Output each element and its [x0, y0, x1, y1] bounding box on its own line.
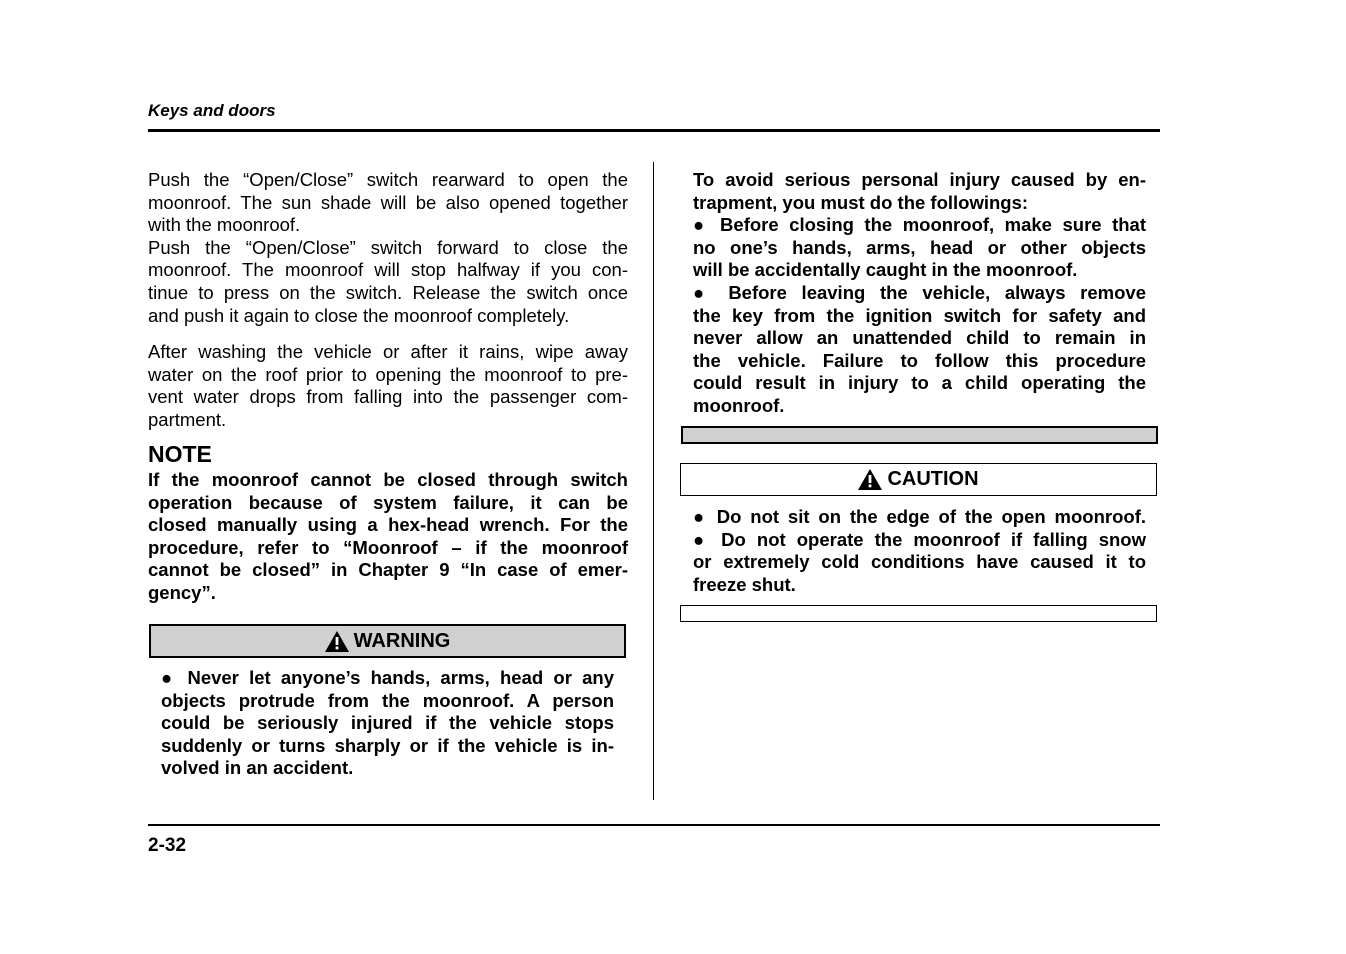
- text-line: or extremely cold conditions have caused it to: [693, 551, 1146, 573]
- warning-box-end-bar: [681, 426, 1158, 444]
- text-line: ● Do not sit on the edge of the open moonroof.: [693, 506, 1146, 527]
- caution-text: [693, 506, 1146, 596]
- note-heading: NOTE: [148, 441, 212, 467]
- text-line: moonroof.: [693, 394, 785, 416]
- caution-label: CAUTION: [887, 468, 979, 490]
- caution-box-header: [680, 463, 1157, 496]
- text-line: vent water drops from falling into the passenger com-: [148, 386, 628, 408]
- text-line: objects protrude from the moonroof. A person: [161, 689, 614, 711]
- caution-triangle-icon: [858, 469, 882, 490]
- text-line: If the moonroof cannot be closed through switch: [148, 469, 628, 490]
- text-line: trapment, you must do the followings:: [693, 191, 1029, 213]
- warning-box-header: [149, 624, 626, 658]
- text-line: gency”.: [148, 581, 216, 603]
- header-rule: [148, 129, 1160, 132]
- text-line: ● Before closing the moonroof, make sure that: [693, 214, 1146, 236]
- text-line: water on the roof prior to opening the moonroof to pre-: [148, 363, 628, 385]
- note-text: [148, 469, 628, 605]
- text-line: partment.: [148, 408, 227, 430]
- footer-rule: [148, 824, 1160, 826]
- text-line: ● Never let anyone’s hands, arms, head or any: [161, 667, 614, 688]
- text-line: closed manually using a hex-head wrench. For the: [148, 514, 628, 536]
- text-line: Push the “Open/Close” switch rearward to open the: [148, 169, 628, 190]
- section-header-title: Keys and doors: [148, 101, 276, 120]
- text-line: tinue to press on the switch. Release the switch once: [148, 281, 628, 303]
- text-line: freeze shut.: [693, 573, 796, 595]
- text-line: ● Before leaving the vehicle, always remove: [693, 281, 1146, 303]
- open-instruction-paragraph: [148, 169, 628, 327]
- page-number: 2-32: [148, 835, 187, 856]
- text-line: cannot be closed” in Chapter 9 “In case of emer-: [148, 559, 628, 581]
- text-line: will be accidentally caught in the moonroof.: [693, 259, 1078, 281]
- warning-triangle-icon: [325, 631, 349, 652]
- text-line: never allow an unattended child to remain in: [693, 327, 1146, 349]
- text-line: suddenly or turns sharply or if the vehicle is in-: [161, 734, 614, 756]
- warning-continued-text: [693, 169, 1146, 418]
- column-divider: [653, 162, 654, 800]
- text-line: procedure, refer to “Moonroof – if the moonroof: [148, 536, 628, 558]
- text-line: ● Do not operate the moonroof if falling snow: [693, 528, 1146, 550]
- text-line: the key from the ignition switch for safety and: [693, 304, 1146, 326]
- text-line: moonroof. The sun shade will be also opened together: [148, 191, 628, 213]
- washing-paragraph: [148, 341, 628, 431]
- text-line: To avoid serious personal injury caused by en-: [693, 169, 1146, 190]
- text-line: operation because of system failure, it can be: [148, 491, 628, 513]
- text-line: volved in an accident.: [161, 757, 354, 779]
- text-line: Push the “Open/Close” switch forward to close the: [148, 236, 628, 258]
- text-line: the vehicle. Failure to follow this procedure: [693, 349, 1146, 371]
- text-line: could be seriously injured if the vehicle stops: [161, 712, 614, 734]
- text-line: could result in injury to a child operating the: [693, 372, 1146, 394]
- warning-label: WARNING: [353, 629, 451, 652]
- caution-box-end-bar: [680, 605, 1157, 622]
- warning-text: [161, 667, 614, 780]
- text-line: with the moonroof.: [148, 214, 301, 236]
- text-line: and push it again to close the moonroof completely.: [148, 304, 570, 326]
- text-line: After washing the vehicle or after it rains, wipe away: [148, 341, 628, 362]
- text-line: no one’s hands, arms, head or other objects: [693, 236, 1146, 258]
- text-line: moonroof. The moonroof will stop halfway if you con-: [148, 259, 628, 281]
